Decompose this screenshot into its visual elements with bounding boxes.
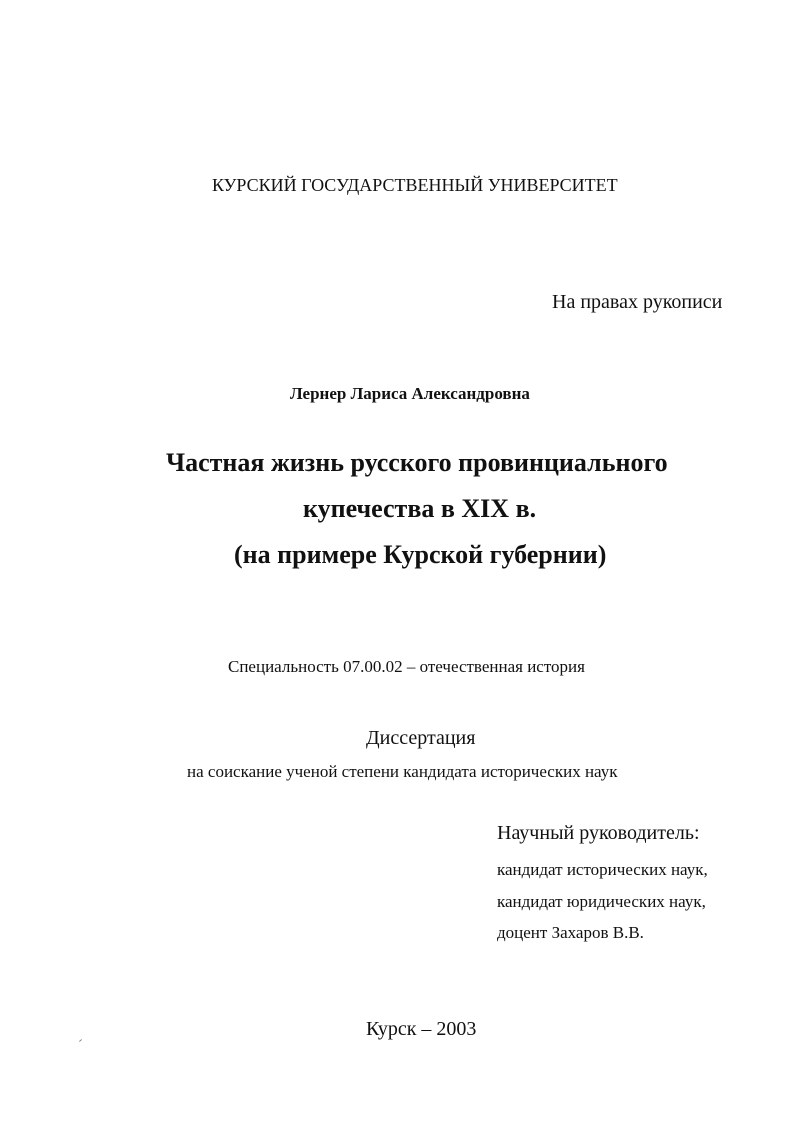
degree-line: на соискание ученой степени кандидата исторических наук bbox=[187, 762, 618, 781]
specialty-line: Специальность 07.00.02 – отечественная история bbox=[228, 657, 585, 676]
dissertation-title-line: купечества в XIX в. bbox=[303, 494, 537, 523]
author-name: Лернер Лариса Александровна bbox=[290, 384, 530, 403]
supervisor-heading: Научный руководитель: bbox=[497, 822, 700, 844]
supervisor-detail: доцент Захаров В.В. bbox=[497, 923, 644, 942]
manuscript-rights-note: На правах рукописи bbox=[552, 291, 723, 313]
dissertation-label: Диссертация bbox=[366, 727, 476, 749]
dissertation-title-line: Частная жизнь русского провинциального bbox=[166, 448, 668, 477]
supervisor-detail: кандидат исторических наук, bbox=[497, 860, 708, 879]
place-and-year: Курск – 2003 bbox=[366, 1018, 477, 1040]
scan-speck bbox=[79, 1039, 82, 1042]
university-name: КУРСКИЙ ГОСУДАРСТВЕННЫЙ УНИВЕРСИТЕТ bbox=[212, 175, 618, 195]
dissertation-title-line: (на примере Курской губернии) bbox=[234, 540, 607, 569]
supervisor-detail: кандидат юридических наук, bbox=[497, 892, 706, 911]
